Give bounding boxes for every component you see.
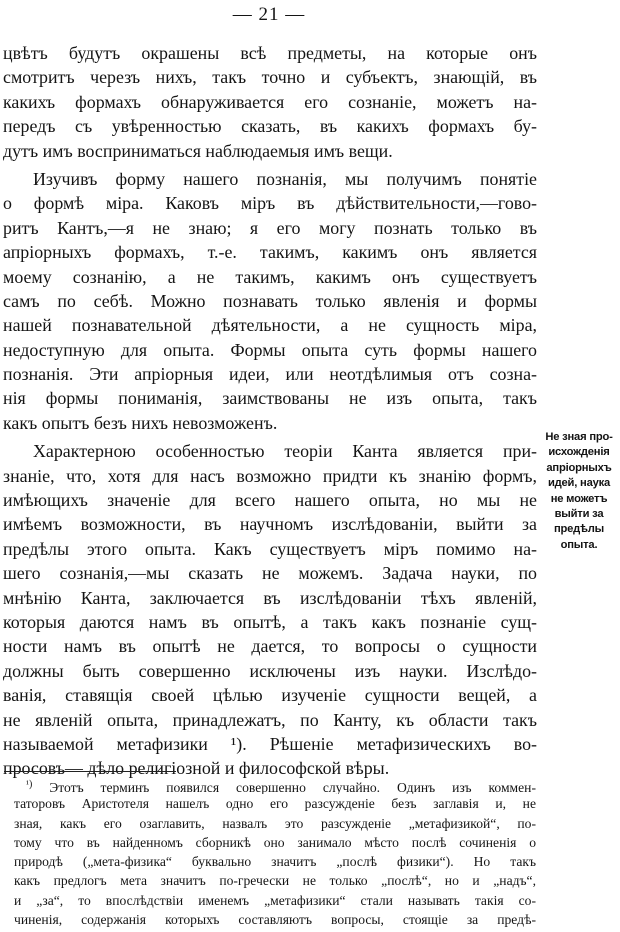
paragraph-3 <box>3 439 537 780</box>
marginal-note-line: не можетъ <box>550 492 608 505</box>
text-line: шего сознанія,—мы сказать не можемъ. Задача науки, по <box>3 563 537 584</box>
footnote-line: зная, какъ его озаглавить, назвалъ это разсужденіе „метафизикой“, по- <box>14 815 536 831</box>
paragraph-2 <box>3 167 537 435</box>
marginal-note-line: исхожденія <box>548 446 610 459</box>
text-line: нія формы пониманія, заимствованы не изъ опыта, такъ <box>3 388 537 409</box>
footnote-divider <box>4 771 176 772</box>
footnote-line-first <box>14 775 536 794</box>
footnote-marker: ¹) <box>26 779 33 790</box>
text-line: смотритъ черезъ нихъ, такъ точно и субъектъ, знающій, въ <box>3 67 537 88</box>
marginal-note <box>538 430 620 553</box>
text-line: называемой метафизики ¹). Рѣшеніе метафизическихъ во- <box>3 733 537 754</box>
text-line: познанія. Эти апріорныя идеи, или неотдѣлимыя отъ созна- <box>3 364 537 385</box>
footnote-line: чиненія, содержанія которыхъ составляютъ вопросы, стоящіе за предѣ- <box>14 912 536 928</box>
text-line: о формѣ міра. Каковъ міръ въ дѣйствительности,—гово- <box>3 193 537 214</box>
text-line: передъ съ увѣренностью сказать, въ какихъ формахъ бу- <box>3 116 537 137</box>
text-line: Изучивъ форму нашего познанія, мы получимъ понятіе <box>33 168 537 189</box>
text-line: которыя даются намъ въ опытѣ, а такъ какъ познаніе сущ- <box>3 611 537 632</box>
text-line: имѣющихъ значеніе для всего нашего опыта, но мы не <box>3 490 537 511</box>
footnote-line: и „за“, то впослѣдствіи именемъ „метафизики“ стали называть такія со- <box>14 892 536 908</box>
text-line: Характерною особенностью теоріи Канта является при- <box>33 441 537 462</box>
marginal-note-line: предѣлы <box>553 523 605 536</box>
text-line: имѣемъ возможности, въ научномъ изслѣдованіи, выйти за <box>3 514 537 535</box>
text-line: ванія, ставящія своей цѣлью изученіе сущности вещей, а <box>3 685 537 706</box>
text-line: мнѣнію Канта, заключается въ изслѣдованіи тѣхъ явленій, <box>3 587 537 608</box>
footnote-text: Этотъ терминъ появился совершенно случайно. Одинъ изъ коммен- <box>49 780 536 795</box>
footnote-line: природѣ („мета-физика“ буквально значитъ „послѣ физики“). Но такъ <box>14 854 536 870</box>
text-line: самъ по себѣ. Можно познавать только явленія и формы <box>3 290 537 311</box>
text-line: дутъ имъ восприниматься наблюдаемыя имъ вещи. <box>3 140 393 161</box>
text-line: ритъ Кантъ,—я не знаю; я его могу познать только въ <box>3 217 537 238</box>
page-number: — 21 — <box>232 4 306 25</box>
footnote-line: тому что въ найденномъ сборникѣ оно занимало мѣсто послѣ сочиненія о <box>14 834 536 850</box>
text-line: моему сознанію, а не такимъ, какимъ онъ существуетъ <box>3 266 537 287</box>
marginal-note-line: выйти за <box>554 508 604 521</box>
text-line: просовъ— дѣло религіозной и философской вѣры. <box>3 758 390 779</box>
marginal-note-line: идей, наука <box>547 477 611 490</box>
text-line: ности намъ въ опытѣ не дается, то вопросы о сущности <box>3 636 537 657</box>
marginal-note-line: апріорныхъ <box>546 461 612 474</box>
body-text <box>3 41 537 781</box>
text-line: апріорныхъ формахъ, т.-е. такимъ, какимъ онъ является <box>3 242 537 263</box>
footnote-line: какъ предлогъ мета значитъ по-гречески не только „послѣ“, но и „надъ“, <box>14 873 536 889</box>
text-line: знаніе, что, хотя для насъ возможно придти къ знанію формъ, <box>3 465 537 486</box>
footnote <box>14 775 536 929</box>
paragraph-1 <box>3 41 537 163</box>
marginal-note-line: опыта. <box>560 538 598 551</box>
text-line: нашей познавательной дѣятельности, а не сущность міра, <box>3 315 537 336</box>
text-line: предѣлы этого опыта. Какъ существуетъ міръ помимо на- <box>3 538 537 559</box>
text-line: должны быть совершенно исключены изъ науки. Изслѣдо- <box>3 660 537 681</box>
text-line: не явленій опыта, принадлежатъ, по Канту, къ области такъ <box>3 709 537 730</box>
text-line: какихъ формахъ обнаруживается его сознаніе, можетъ на- <box>3 91 537 112</box>
text-line: цвѣтъ будутъ окрашены всѣ предметы, на которые онъ <box>3 43 537 63</box>
footnote-line: таторовъ Аристотеля нашелъ одно его разсужденіе безъ заглавія и, не <box>14 796 536 812</box>
marginal-note-line: Не зная про- <box>545 431 613 443</box>
text-line: недоступную для опыта. Формы опыта суть формы нашего <box>3 339 537 360</box>
text-line: какъ опытъ безъ нихъ невозможенъ. <box>3 412 278 433</box>
